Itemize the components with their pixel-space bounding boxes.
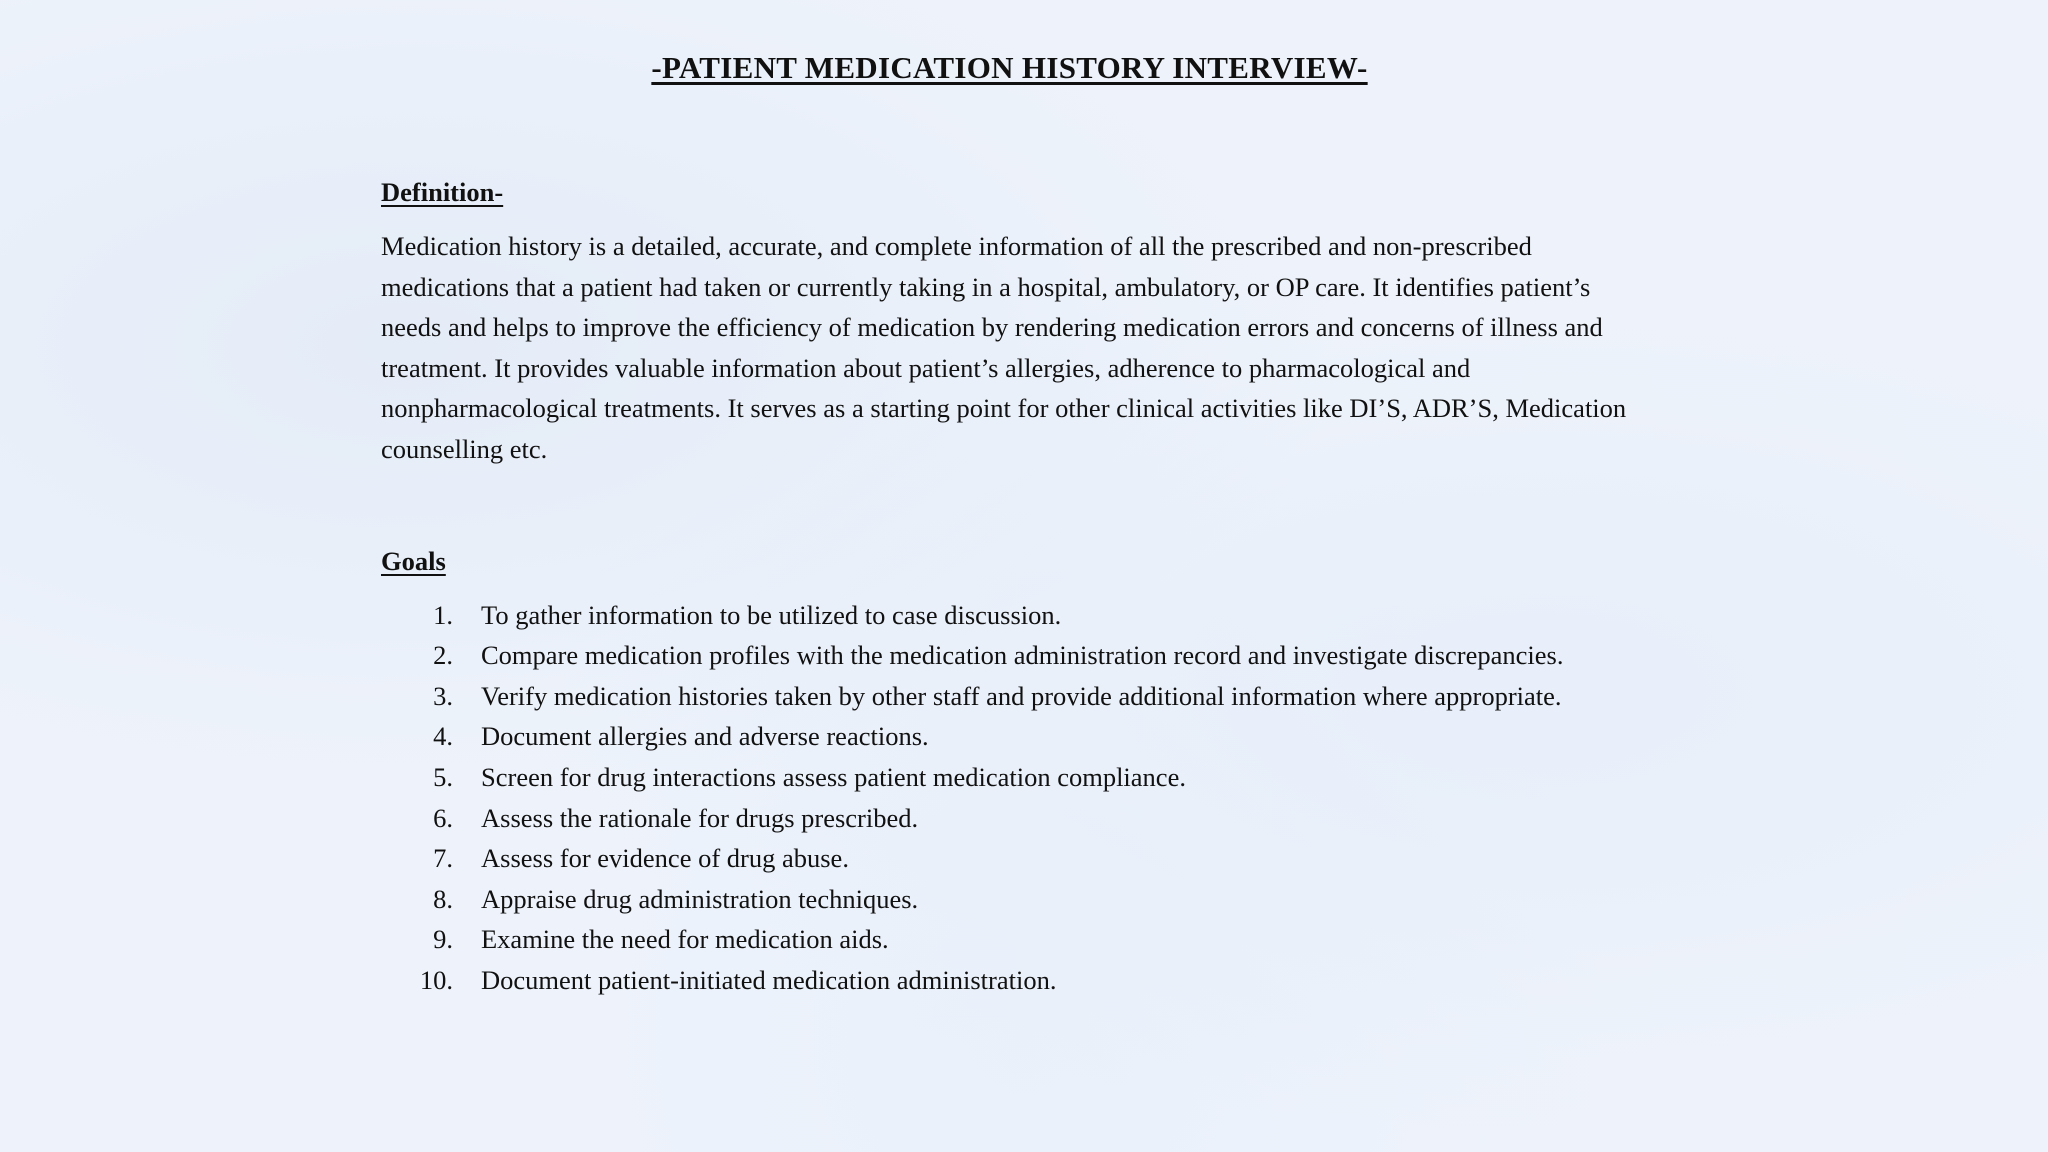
list-item (381, 676, 1681, 717)
list-item-number: 5. (433, 761, 453, 792)
document-body (381, 172, 1681, 1001)
list-item-text: Assess the rationale for drugs prescribed. (481, 802, 919, 833)
list-item-number: 7. (433, 843, 453, 874)
list-item-number: 10. (419, 964, 453, 995)
list-item (381, 879, 1681, 920)
list-item-text: Document patient-initiated medication administration. (481, 964, 1057, 995)
list-item (381, 635, 1681, 676)
goals-list (381, 595, 1681, 1001)
list-item-text: Document allergies and adverse reactions. (481, 721, 929, 752)
list-item-text: To gather information to be utilized to case discussion. (481, 599, 1062, 630)
list-item (381, 716, 1681, 757)
list-item-text: Appraise drug administration techniques. (481, 883, 919, 914)
list-item-text: Screen for drug interactions assess patient medication compliance. (481, 761, 1186, 792)
list-item-text: Assess for evidence of drug abuse. (481, 843, 849, 874)
goals-heading: Goals (381, 545, 446, 576)
list-item-number: 8. (433, 883, 453, 914)
list-item (381, 960, 1681, 1001)
list-item-text: Verify medication histories taken by other staff and provide additional information where appropriate. (481, 680, 1562, 711)
list-item-number: 2. (433, 640, 453, 671)
list-item-number: 1. (433, 599, 453, 630)
definition-paragraph: Medication history is a detailed, accurate, and complete information of all the prescribed and non-prescribed medications that a patient had taken or currently taking in a hospital, ambulatory, or OP care. It identifies patient’s needs and helps to improve the efficiency of medication by rendering medication errors and concerns of illness and treatment. It provides valuable information about patient’s allergies, adherence to pharmacological and nonpharmacological treatments. It serves as a starting point for other clinical activities like DI’S, ADR’S, Medication counselling etc. (381, 231, 1627, 464)
list-item (381, 838, 1681, 879)
list-item-number: 6. (433, 802, 453, 833)
page-title: -PATIENT MEDICATION HISTORY INTERVIEW- (651, 50, 1368, 85)
list-item (381, 757, 1681, 798)
list-item-number: 3. (433, 680, 453, 711)
list-item-text: Examine the need for medication aids. (481, 924, 889, 955)
list-item-text: Compare medication profiles with the medication administration record and investigate discrepancies. (481, 640, 1564, 671)
list-item (381, 919, 1681, 960)
definition-heading: Definition- (381, 177, 504, 207)
list-item-number: 4. (433, 721, 453, 752)
list-item-number: 9. (433, 924, 453, 955)
list-item (381, 595, 1681, 636)
list-item (381, 798, 1681, 839)
